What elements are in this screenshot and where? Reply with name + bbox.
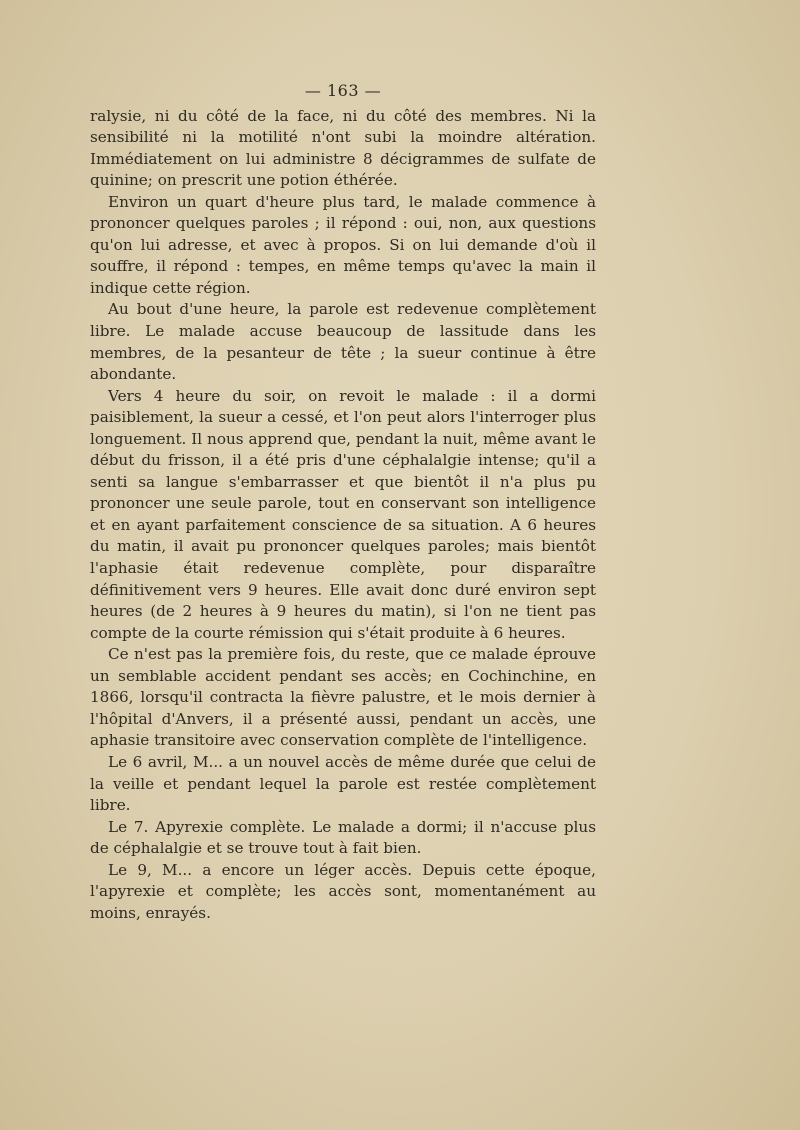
paragraph-3: Au bout d'une heure, la parole est redevenue complètement libre. Le malade accuse beaucoup de lassitude dans les membres, de la pesanteur de tête ; la sueur continue à être abondante. — [90, 300, 596, 384]
page-content — [90, 80, 596, 924]
paragraph-8: Le 9, M... a encore un léger accès. Depuis cette époque, l'apyrexie et complète; les accès sont, momentanément au moins, enrayés. — [90, 860, 596, 922]
paragraph-7: Le 7. Apyrexie complète. Le malade a dormi; il n'accuse plus de céphalalgie et se trouve tout à fait bien. — [90, 817, 596, 858]
paragraph-2: Environ un quart d'heure plus tard, le malade commence à prononcer quelques paroles ; il répond : oui, non, aux questions qu'on lui adresse, et avec à propos. Si on lui demande d'où il souffre, il répond : tempes, en même temps qu'avec la main il indique cette région. — [90, 192, 596, 297]
page-number: — 163 — — [304, 81, 382, 100]
paragraph-6: Le 6 avril, M... a un nouvel accès de même durée que celui de la veille et pendant lequel la parole est restée complètement libre. — [90, 752, 596, 815]
paragraph-5: Ce n'est pas la première fois, du reste, que ce malade éprouve un semblable accident pendant ses accès; en Cochinchine, en 1866, lorsqu'il contracta la fièvre palustre, et le mois dernier à l'hôpital d'Anvers, il a présenté aussi, pendant un accès, une aphasie transitoire avec conservation complète de l'intelligence. — [90, 645, 596, 750]
paragraph-4: Vers 4 heure du soir, on revoit le malade : il a dormi paisiblement, la sueur a cessé, et l'on peut alors l'interroger plus longuement. Il nous apprend que, pendant la nuit, même avant le début du frisson, il a été pris d'une céphalalgie intense; qu'il a senti sa langue s'embarrasser et que bientôt il n'a plus pu prononcer une seule parole, tout en conservant son intelligence et en ayant parfaitement conscience de sa situation. A 6 heures du matin, il avait pu prononcer quelques paroles; mais bientôt l'aphasie était redevenue complète, pour disparaître définitivement vers 9 heures. Elle avait donc duré environ sept heures (de 2 heures à 9 heures du matin), si l'on ne tient pas compte de la courte rémission qui s'était produite à 6 heures. — [90, 386, 596, 642]
paragraph-1: ralysie, ni du côté de la face, ni du côté des membres. Ni la sensibilité ni la motilité n'ont subi la moindre altération. Immédiatement on lui administre 8 décigrammes de sulfate de quinine; on prescrit une potion éthérée. — [90, 106, 596, 190]
